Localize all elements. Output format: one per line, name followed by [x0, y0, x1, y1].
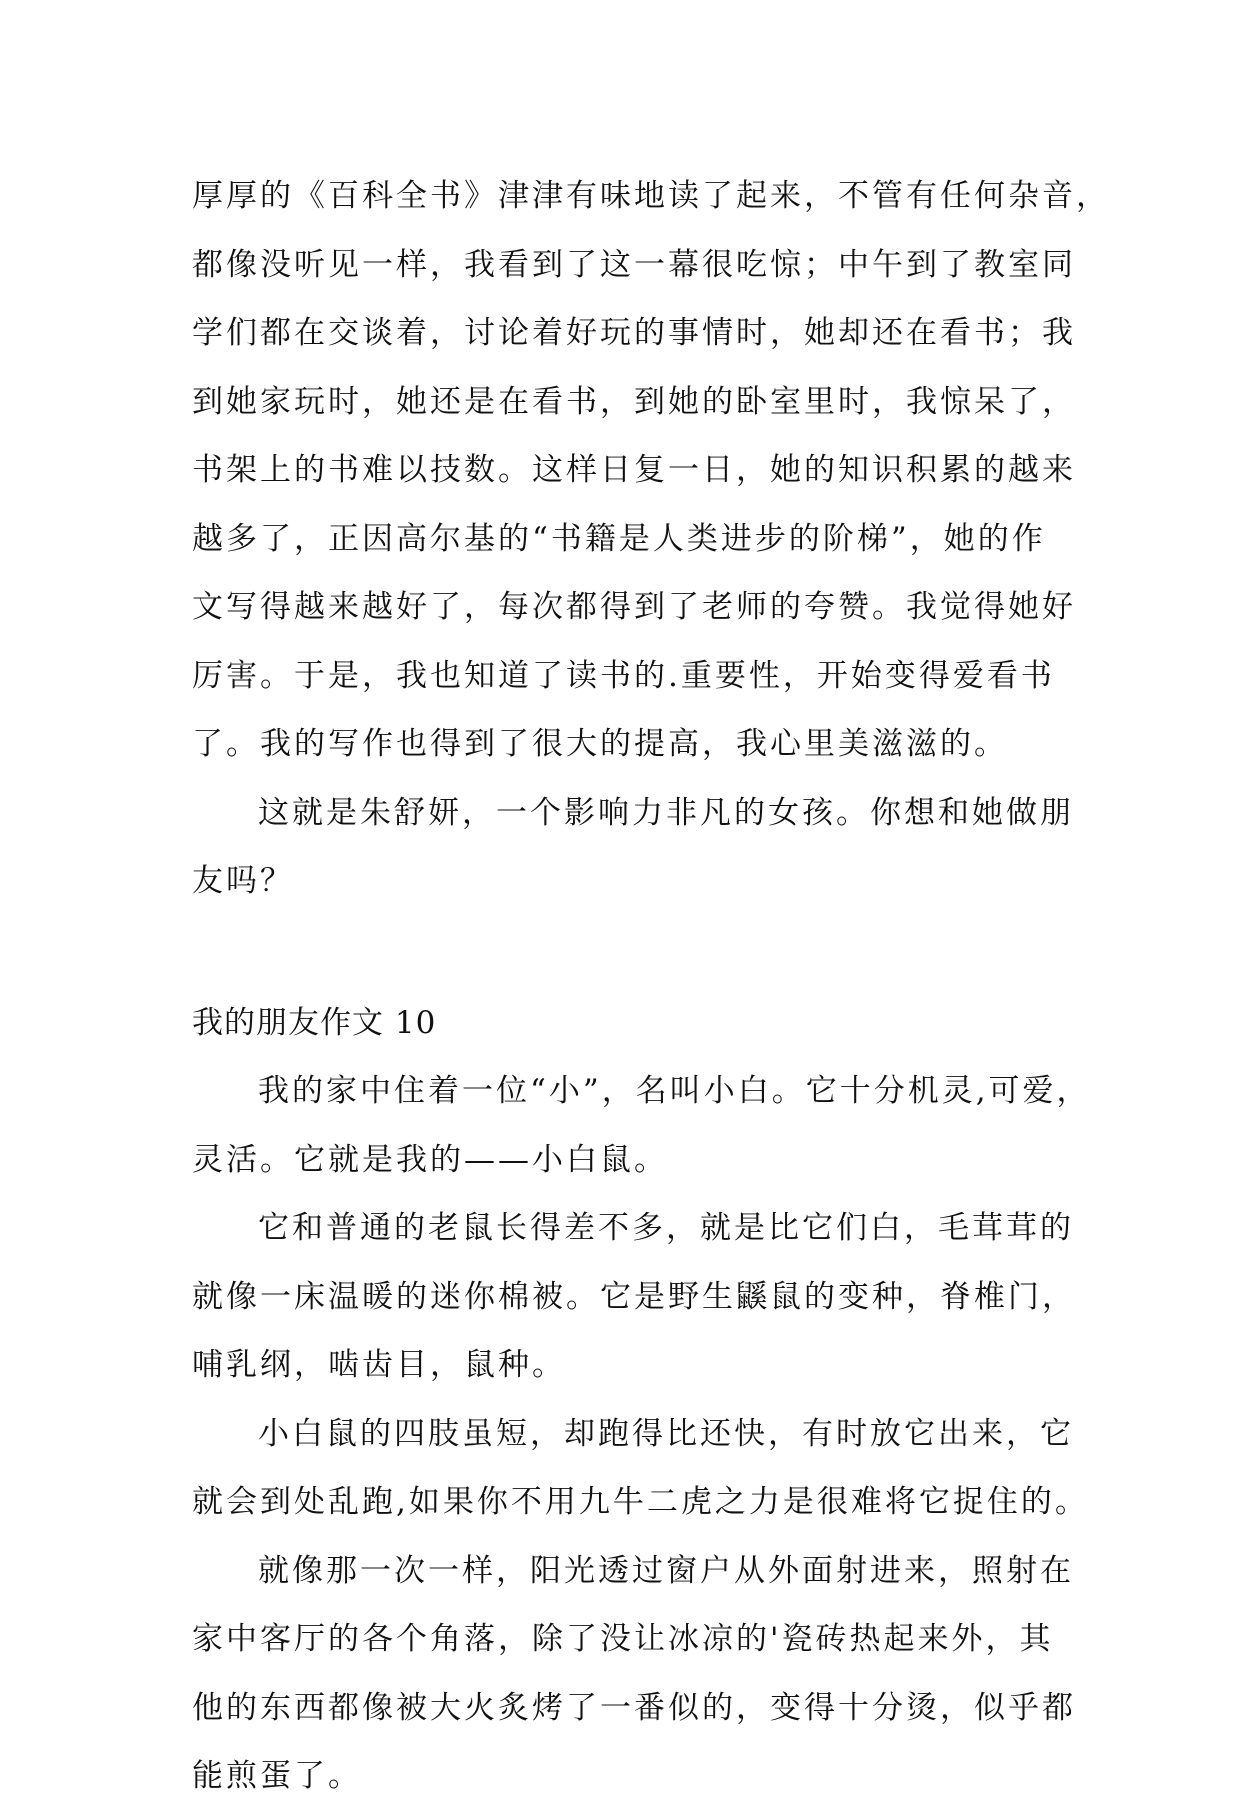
text-line: 这就是朱舒妍，一个影响力非凡的女孩。你想和她做朋: [258, 794, 1074, 831]
text-line: 能煎蛋了。: [192, 1758, 362, 1794]
text-line: 就会到处乱跑,如果你不用九牛二虎之力是很难将它捉住的。: [192, 1484, 1089, 1520]
paragraph-closing: [192, 779, 1074, 916]
text-line: 都像没听见一样，我看到了这一幕很吃惊；中午到了教室同: [192, 246, 1076, 283]
text-line: 家中客厅的各个角落，除了没让冰凉的'瓷砖热起来外，其: [192, 1621, 1054, 1657]
text-line: 文写得越来越好了，每次都得到了老师的夸赞。我觉得她好: [192, 589, 1076, 625]
paragraph-2: [192, 1194, 1076, 1400]
paragraph-4: [192, 1537, 1076, 1811]
text-line: 学们都在交谈着，讨论着好玩的事情时，她却还在看书；我: [192, 315, 1076, 351]
text-line: 越多了，正因高尔基的“书籍是人类进步的阶梯”，她的作: [192, 520, 1046, 557]
text-line: 哺乳纲，啮齿目，鼠种。: [192, 1347, 566, 1383]
text-line: 灵活。它就是我的——小白鼠。: [192, 1141, 668, 1178]
text-line: 我的家中住着一位“小”，名叫小白。它十分机灵,可爱，: [258, 1073, 1091, 1109]
text-line: 他的东西都像被大火炙烤了一番似的，变得十分烫，似乎都: [192, 1689, 1076, 1726]
section-gap: [192, 916, 1052, 989]
text-line: 就像一床温暖的迷你棉被。它是野生鼷鼠的变种，脊椎门，: [192, 1278, 1076, 1315]
text-line: 它和普通的老鼠长得差不多，就是比它们白，毛茸茸的: [258, 1210, 1074, 1246]
text-column: [192, 162, 1110, 1811]
text-line: 到她家玩时，她还是在看书，到她的卧室里时，我惊呆了，: [192, 383, 1076, 420]
paragraph-3: [192, 1400, 1089, 1537]
text-line: 小白鼠的四肢虽短，却跑得比还快，有时放它出来，它: [258, 1415, 1074, 1452]
text-line: 了。我的写作也得到了很大的提高，我心里美滋滋的。: [192, 726, 1008, 762]
section-heading: 我的朋友作文 10: [192, 1004, 437, 1041]
text-line: 就像那一次一样，阳光透过窗户从外面射进来，照射在: [258, 1552, 1074, 1589]
paragraph-continuation: [192, 162, 1110, 779]
text-line: 厉害。于是，我也知道了读书的.重要性，开始变得爱看书: [192, 657, 1055, 694]
text-line: 友吗？: [192, 863, 294, 899]
text-line: 厚厚的《百科全书》津津有味地读了起来，不管有任何杂音，: [192, 178, 1110, 214]
text-line: 书架上的书难以技数。这样日复一日，她的知识积累的越来: [192, 452, 1076, 488]
paragraph-1: [192, 1057, 1091, 1194]
